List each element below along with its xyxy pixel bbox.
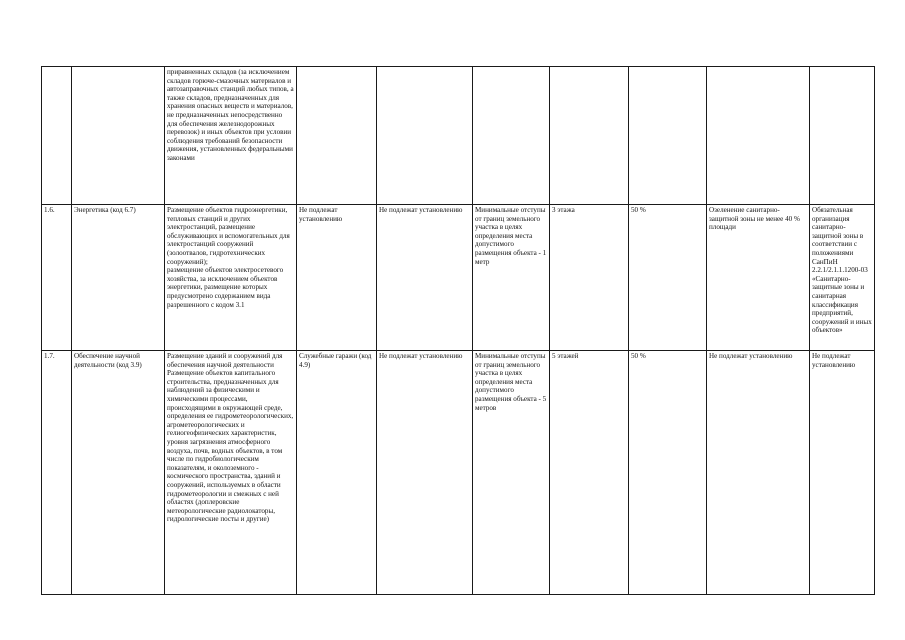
floors-cell: 3 этажа [550, 205, 629, 351]
use-type-name-cell [72, 67, 165, 205]
plot-size-limit-cell [377, 67, 473, 205]
use-type-name-cell: Обеспечение научной деятельности (код 3.9) [72, 351, 165, 595]
table-row [42, 67, 875, 205]
coverage-cell [629, 67, 707, 205]
coverage-cell: 50 % [629, 351, 707, 595]
setback-cell: Минимальные отступы от границ земельного участка в целях определения места допустимого размещения объекта - 5 метров [473, 351, 550, 595]
document-page [41, 66, 875, 595]
zoning-regulations-table [41, 66, 875, 595]
floors-cell: 5 этажей [550, 351, 629, 595]
use-type-name-cell: Энергетика (код 6.7) [72, 205, 165, 351]
use-description-cell: Размещение зданий и сооружений для обеспечения научной деятельности Размещение объектов капитального строительства, предназначенных для наблюдений за физическими и химическими процессами, происходящими в окружающей среде, определения ее гидрометеорологических, агрометеорологических и гелиогеофизических характеристик, уровня загрязнения атмосферного воздуха, почв, водных объектов, в том числе по гидробиологическим показателям, и околоземного - космического пространства, зданий и сооружений, используемых в области гидрометеорологии и смежных с ней областях (доплеровские метеорологические радиолокаторы, гидрологические посты и другие) [165, 351, 297, 595]
use-description-cell: Размещение объектов гидроэнергетики, тепловых станций и других электростанций, размещение обслуживающих и вспомогательных для электростанций сооружений (золоотвалов, гидротехнических сооружений); размещение объектов электросетевого хозяйства, за исключением объектов энергетики, размещение которых предусмотрено содержанием вида разрешенного с кодом 3.1 [165, 205, 297, 351]
landscaping-cell: Не подлежат установлению [707, 351, 810, 595]
table-row [42, 351, 875, 595]
setback-cell: Минимальные отступы от границ земельного участка в целях определения места допустимого размещения объекта - 1 метр [473, 205, 550, 351]
auxiliary-use-cell [297, 67, 377, 205]
plot-size-limit-cell: Не подлежат установлению [377, 205, 473, 351]
use-description-cell: приравненных складов (за исключением складов горюче-смазочных материалов и автозаправочных станций любых типов, а также складов, предназначенных для хранения опасных веществ и материалов, не предназначенных непосредственно для обеспечения железнодорожных перевозок) и иных объектов при условии соблюдения требований безопасности движения, установленных федеральными законами [165, 67, 297, 205]
landscaping-cell: Озеленение санитарно-защитной зоны не менее 40 % площади [707, 205, 810, 351]
setback-cell [473, 67, 550, 205]
auxiliary-use-cell: Служебные гаражи (код 4.9) [297, 351, 377, 595]
notes-cell: Не подлежат установлению [810, 351, 875, 595]
landscaping-cell [707, 67, 810, 205]
row-number-cell: 1.7. [42, 351, 72, 595]
floors-cell [550, 67, 629, 205]
row-number-cell: 1.6. [42, 205, 72, 351]
notes-cell [810, 67, 875, 205]
row-number-cell [42, 67, 72, 205]
auxiliary-use-cell: Не подлежат установлению [297, 205, 377, 351]
table-row [42, 205, 875, 351]
coverage-cell: 50 % [629, 205, 707, 351]
plot-size-limit-cell: Не подлежат установлению [377, 351, 473, 595]
notes-cell: Обязательная организация санитарно-защитной зоны в соответствии с положениями СанПиН 2.2.1/2.1.1.1200-03 «Санитарно-защитные зоны и санитарная классификация предприятий, сооружений и иных объектов» [810, 205, 875, 351]
